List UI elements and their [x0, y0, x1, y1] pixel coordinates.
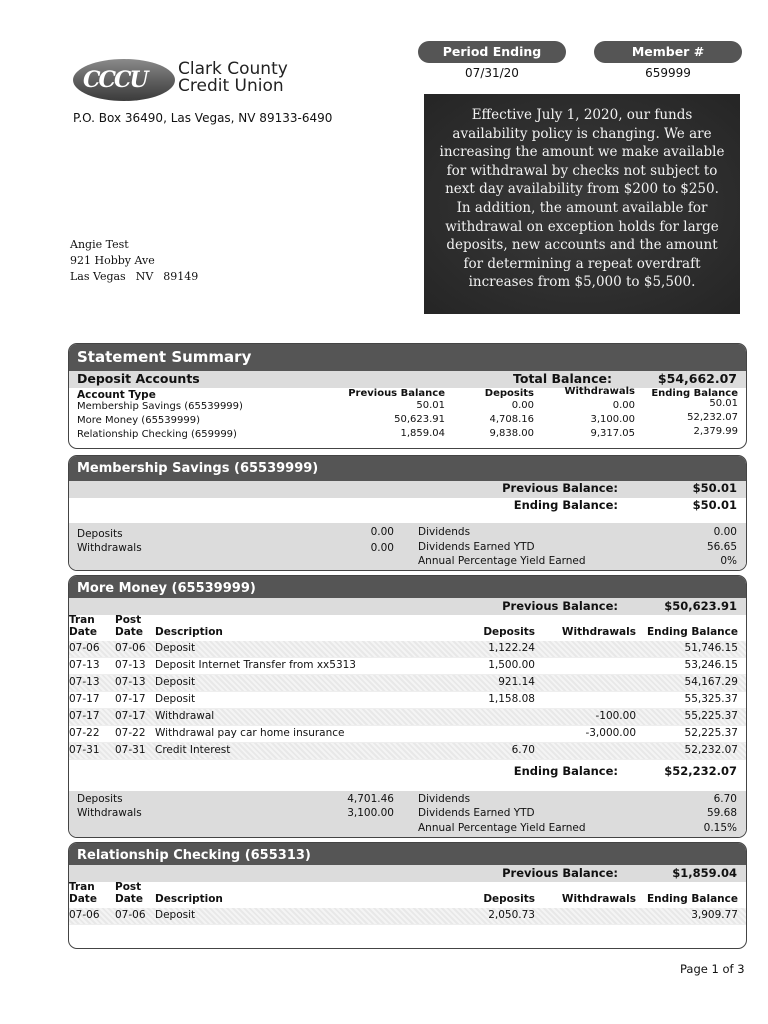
savings-withdrawals-label: Withdrawals [77, 542, 142, 554]
money-withdrawals-label: Withdrawals [77, 807, 142, 819]
savings-apy-label: Annual Percentage Yield Earned [418, 555, 586, 567]
col-withdrawals: Withdrawals [564, 386, 635, 397]
money-row-tran-date: 07-17 [69, 710, 100, 722]
statement-summary-title: Statement Summary [69, 344, 746, 371]
checking-col-description: Description [155, 893, 223, 905]
money-dividends-label: Dividends [418, 793, 471, 805]
money-row-tran-date: 07-31 [69, 744, 100, 756]
savings-deposits-label: Deposits [77, 528, 123, 540]
savings-previous-label: Previous Balance: [502, 481, 618, 495]
money-row-post-date: 07-31 [115, 744, 146, 756]
summary-row-account: Membership Savings (65539999) [77, 401, 243, 412]
money-row-ending: 53,246.15 [684, 659, 738, 671]
membership-savings-panel [68, 455, 747, 571]
money-withdrawals-value: 3,100.00 [347, 807, 394, 819]
money-ending-label: Ending Balance: [513, 764, 618, 778]
more-money-title: More Money (65539999) [69, 576, 746, 601]
money-row-description: Withdrawal [155, 710, 215, 722]
summary-row-withdrawals: 0.00 [612, 400, 635, 411]
money-ending-value: $52,232.07 [664, 764, 737, 778]
summary-row-account: Relationship Checking (659999) [77, 429, 237, 440]
checking-row-tran-date: 07-06 [69, 909, 100, 921]
checking-col-post: Post Date [115, 881, 143, 905]
checking-row-description: Deposit [155, 909, 196, 921]
checking-col-deposits: Deposits [483, 893, 535, 905]
money-row-description: Withdrawal pay car home insurance [155, 727, 345, 739]
mailing-city-line: Las Vegas NV 89149 [70, 270, 199, 283]
summary-row-previous: 1,859.04 [400, 428, 445, 439]
more-money-panel [68, 575, 747, 838]
money-row-deposit: 1,500.00 [488, 659, 535, 671]
period-ending-label: Period Ending [418, 41, 566, 63]
money-row-deposit: 1,158.08 [488, 693, 535, 705]
summary-row-previous: 50,623.91 [394, 414, 445, 425]
money-row-ending: 52,232.07 [684, 744, 738, 756]
member-number-value: 659999 [645, 66, 691, 80]
money-row-ending: 55,225.37 [684, 710, 738, 722]
money-col-post: Post Date [115, 614, 143, 638]
summary-row-account: More Money (65539999) [77, 415, 201, 426]
money-row-deposit: 6.70 [511, 744, 535, 756]
return-address: P.O. Box 36490, Las Vegas, NV 89133-6490 [73, 111, 333, 125]
summary-row-ending: 52,232.07 [687, 412, 738, 423]
savings-dividends-value: 0.00 [713, 526, 737, 538]
period-ending-value: 07/31/20 [465, 66, 519, 80]
summary-row-deposits: 9,838.00 [489, 428, 534, 439]
money-apy-label: Annual Percentage Yield Earned [418, 822, 586, 834]
money-row-post-date: 07-13 [115, 659, 146, 671]
money-row-description: Deposit [155, 642, 196, 654]
money-row-tran-date: 07-06 [69, 642, 100, 654]
relationship-checking-title: Relationship Checking (655313) [69, 843, 746, 868]
money-col-ending: Ending Balance [646, 626, 738, 638]
checking-previous-value: $1,859.04 [672, 866, 737, 880]
money-row-post-date: 07-06 [115, 642, 146, 654]
money-row-deposit: 921.14 [498, 676, 535, 688]
savings-ytd-value: 56.65 [706, 541, 737, 553]
money-dividends-value: 6.70 [713, 793, 737, 805]
money-row-post-date: 07-17 [115, 693, 146, 705]
checking-row-ending: 3,909.77 [691, 909, 738, 921]
savings-previous-value: $50.01 [692, 481, 737, 495]
money-row-description: Deposit [155, 693, 196, 705]
savings-dividends-label: Dividends [418, 526, 471, 538]
money-ytd-value: 59.68 [706, 807, 737, 819]
promo-notice: Effective July 1, 2020, our funds availability policy is changing. We are increasing the amount we make available for withdrawal by checks not subject to next day availability from $200 to $250. In addition, the amount available for withdrawal on exception holds for large deposits, new accounts and the amount for determining a repeat overdraft increases from $5,000 to $5,500. [424, 94, 740, 314]
money-row-withdrawal: -3,000.00 [585, 727, 636, 739]
money-row-description: Deposit [155, 676, 196, 688]
money-row-ending: 55,325.37 [684, 693, 738, 705]
checking-col-tran: Tran Date [69, 881, 97, 905]
relationship-checking-panel [68, 842, 747, 949]
col-previous-balance: Previous Balance [348, 388, 445, 399]
money-deposits-value: 4,701.46 [347, 793, 394, 805]
money-row-ending: 54,167.29 [684, 676, 738, 688]
summary-row-ending: 2,379.99 [693, 426, 738, 437]
money-col-deposits: Deposits [483, 626, 535, 638]
money-row-deposit: 1,122.24 [488, 642, 535, 654]
money-row-post-date: 07-17 [115, 710, 146, 722]
money-row-withdrawal: -100.00 [595, 710, 636, 722]
summary-row-previous: 50.01 [416, 400, 445, 411]
membership-savings-title: Membership Savings (65539999) [69, 456, 746, 481]
col-ending-balance: Ending Balance [651, 388, 738, 399]
col-deposits: Deposits [484, 388, 534, 399]
mailing-street: 921 Hobby Ave [70, 254, 155, 267]
checking-previous-label: Previous Balance: [502, 866, 618, 880]
money-row-description: Deposit Internet Transfer from xx5313 [155, 659, 356, 671]
money-col-tran: Tran Date [69, 614, 97, 638]
deposit-accounts-label: Deposit Accounts [77, 371, 200, 386]
money-row-post-date: 07-13 [115, 676, 146, 688]
money-previous-value: $50,623.91 [664, 599, 737, 613]
summary-row-deposits: 0.00 [511, 400, 534, 411]
savings-ending-label: Ending Balance: [513, 498, 618, 512]
money-row-ending: 51,746.15 [684, 642, 738, 654]
checking-row-deposit: 2,050.73 [488, 909, 535, 921]
money-row-tran-date: 07-22 [69, 727, 100, 739]
money-col-withdrawals: Withdrawals [561, 626, 636, 638]
savings-deposits-value: 0.00 [370, 526, 394, 538]
money-col-description: Description [155, 626, 223, 638]
mailing-address [70, 237, 208, 285]
col-account-type: Account Type [77, 389, 156, 401]
statement-summary-panel [68, 343, 747, 449]
savings-ending-value: $50.01 [692, 498, 737, 512]
summary-row-withdrawals: 9,317.05 [590, 428, 635, 439]
money-previous-label: Previous Balance: [502, 599, 618, 613]
savings-ytd-label: Dividends Earned YTD [418, 541, 535, 553]
summary-row-withdrawals: 3,100.00 [590, 414, 635, 425]
logo-mark: CCCU [73, 59, 175, 101]
savings-apy-value: 0% [720, 555, 737, 567]
money-row-ending: 52,225.37 [684, 727, 738, 739]
mailing-name: Angie Test [70, 238, 129, 251]
money-apy-value: 0.15% [703, 822, 737, 834]
checking-row-post-date: 07-06 [115, 909, 146, 921]
savings-withdrawals-value: 0.00 [370, 542, 394, 554]
money-ytd-label: Dividends Earned YTD [418, 807, 535, 819]
money-row-tran-date: 07-13 [69, 676, 100, 688]
checking-col-withdrawals: Withdrawals [561, 893, 636, 905]
money-deposits-label: Deposits [77, 793, 123, 805]
money-row-tran-date: 07-17 [69, 693, 100, 705]
member-number-label: Member # [594, 41, 742, 63]
summary-row-deposits: 4,708.16 [489, 414, 534, 425]
money-row-description: Credit Interest [155, 744, 231, 756]
total-balance-value: $54,662.07 [657, 371, 737, 386]
page-number: Page 1 of 3 [680, 962, 745, 976]
money-row-tran-date: 07-13 [69, 659, 100, 671]
total-balance-label: Total Balance: [513, 371, 612, 386]
logo-name: Clark County Credit Union [178, 59, 288, 96]
checking-col-ending: Ending Balance [646, 893, 738, 905]
ccu-logo [73, 57, 288, 103]
money-row-post-date: 07-22 [115, 727, 146, 739]
summary-row-ending: 50.01 [709, 398, 738, 409]
